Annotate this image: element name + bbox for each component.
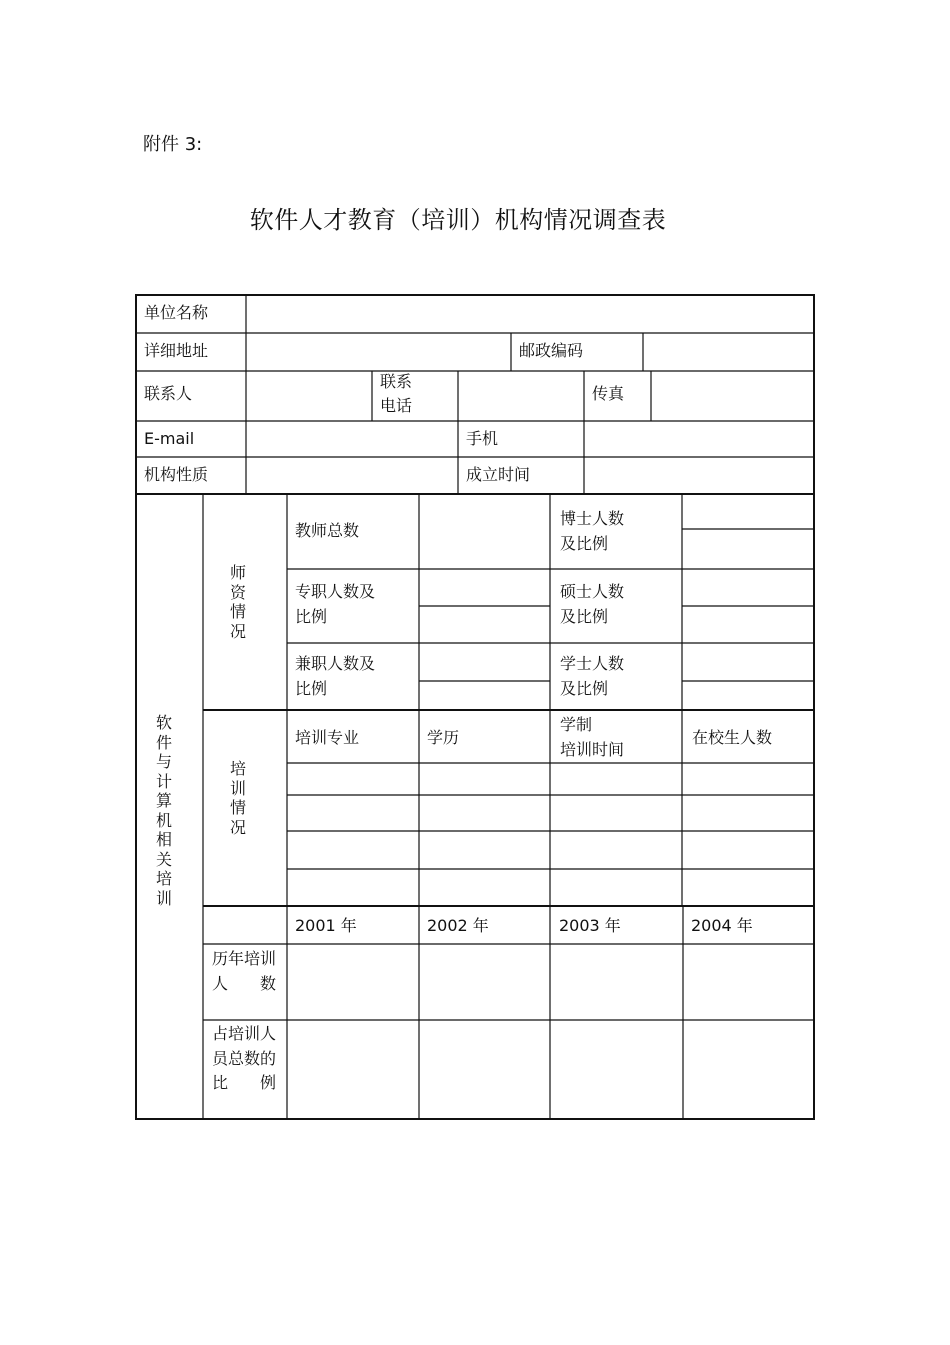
section-label-training: 培训情况	[229, 759, 246, 837]
label-parttime-line2: 比例	[295, 679, 328, 698]
col-degree: 学历	[427, 728, 460, 747]
year-2002: 2002 年	[427, 916, 489, 935]
label-phd-line2: 及比例	[560, 534, 609, 553]
year-2003: 2003 年	[559, 916, 621, 935]
label-master-line1: 硕士人数	[560, 582, 625, 601]
label-trainee-ratio: 占培训人员总数的比例	[212, 1024, 277, 1092]
label-postcode: 邮政编码	[519, 341, 584, 360]
section-label-faculty: 师资情况	[229, 563, 246, 641]
col-enrolled: 在校生人数	[692, 728, 773, 747]
label-nature: 机构性质	[144, 465, 209, 484]
label-unit-name: 单位名称	[144, 303, 209, 322]
label-phd-line1: 博士人数	[560, 509, 625, 528]
label-fulltime-line2: 比例	[295, 607, 328, 626]
label-bachelor-line1: 学士人数	[560, 654, 625, 673]
label-teacher-total: 教师总数	[295, 521, 360, 540]
label-phone-line1: 联系	[380, 372, 413, 391]
label-yearly-trainees: 历年培训人数	[212, 949, 277, 993]
label-fulltime-line1: 专职人数及	[295, 582, 376, 601]
section-label-training-vertical: 软件与计算机相关培训	[155, 713, 172, 908]
label-phone-line2: 电话	[380, 396, 413, 415]
label-parttime-line1: 兼职人数及	[295, 654, 376, 673]
label-email: E-mail	[144, 429, 195, 448]
attachment-label: 附件 3:	[143, 134, 203, 155]
year-2001: 2001 年	[295, 916, 357, 935]
label-founded: 成立时间	[466, 465, 531, 484]
label-fax: 传真	[592, 384, 625, 403]
label-mobile: 手机	[466, 429, 499, 448]
year-2004: 2004 年	[691, 916, 753, 935]
col-duration-line2: 培训时间	[560, 740, 625, 759]
label-contact: 联系人	[144, 384, 193, 403]
col-duration-line1: 学制	[560, 715, 593, 734]
label-address: 详细地址	[144, 341, 209, 360]
col-training-major: 培训专业	[295, 728, 360, 747]
form-title: 软件人才教育（培训）机构情况调查表	[249, 206, 667, 234]
label-bachelor-line2: 及比例	[560, 679, 609, 698]
label-master-line2: 及比例	[560, 607, 609, 626]
